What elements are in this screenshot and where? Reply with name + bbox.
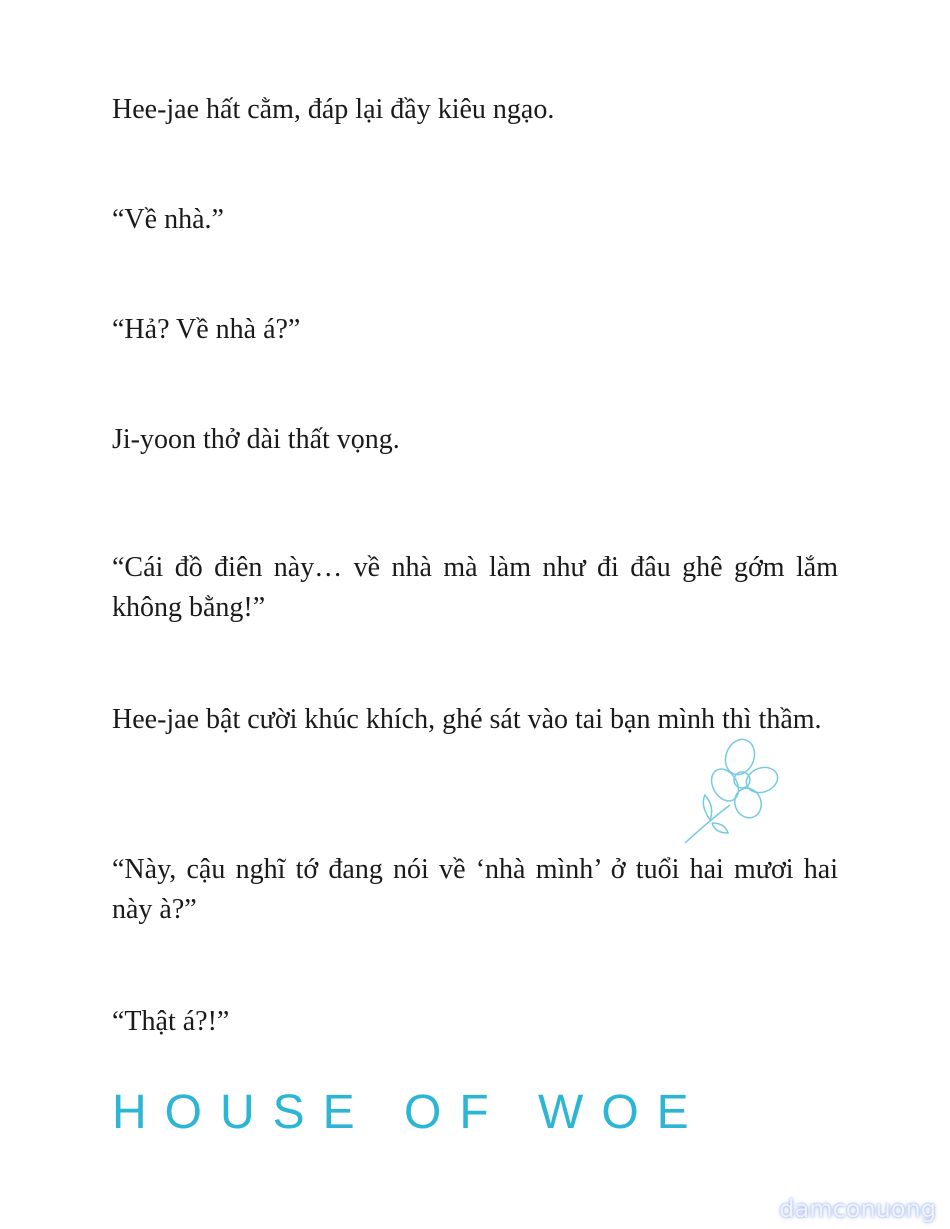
paragraph: Hee-jae bật cười khúc khích, ghé sát vào tai bạn mình thì thầm. [112,704,822,735]
paragraph: “Này, cậu nghĩ tớ đang nói về ‘nhà mình’ ở tuổi hai mươi hai này à?” [112,854,838,925]
watermark-text: HOUSE OF WOE [112,1086,707,1139]
paragraph: Hee-jae hất cằm, đáp lại đầy kiêu ngạo. [112,94,555,125]
paragraph: “Về nhà.” [112,204,224,235]
paragraph: “Hả? Về nhà á?” [112,314,301,345]
paragraph: “Thật á?!” [112,1006,230,1037]
site-watermark: damconuong [779,1195,936,1223]
paragraph: “Cái đồ điên này… về nhà mà làm như đi đâu ghê gớm lắm không bằng!” [112,552,838,623]
flower-watermark-icon [670,735,780,845]
paragraph: Ji-yoon thở dài thất vọng. [112,424,400,455]
